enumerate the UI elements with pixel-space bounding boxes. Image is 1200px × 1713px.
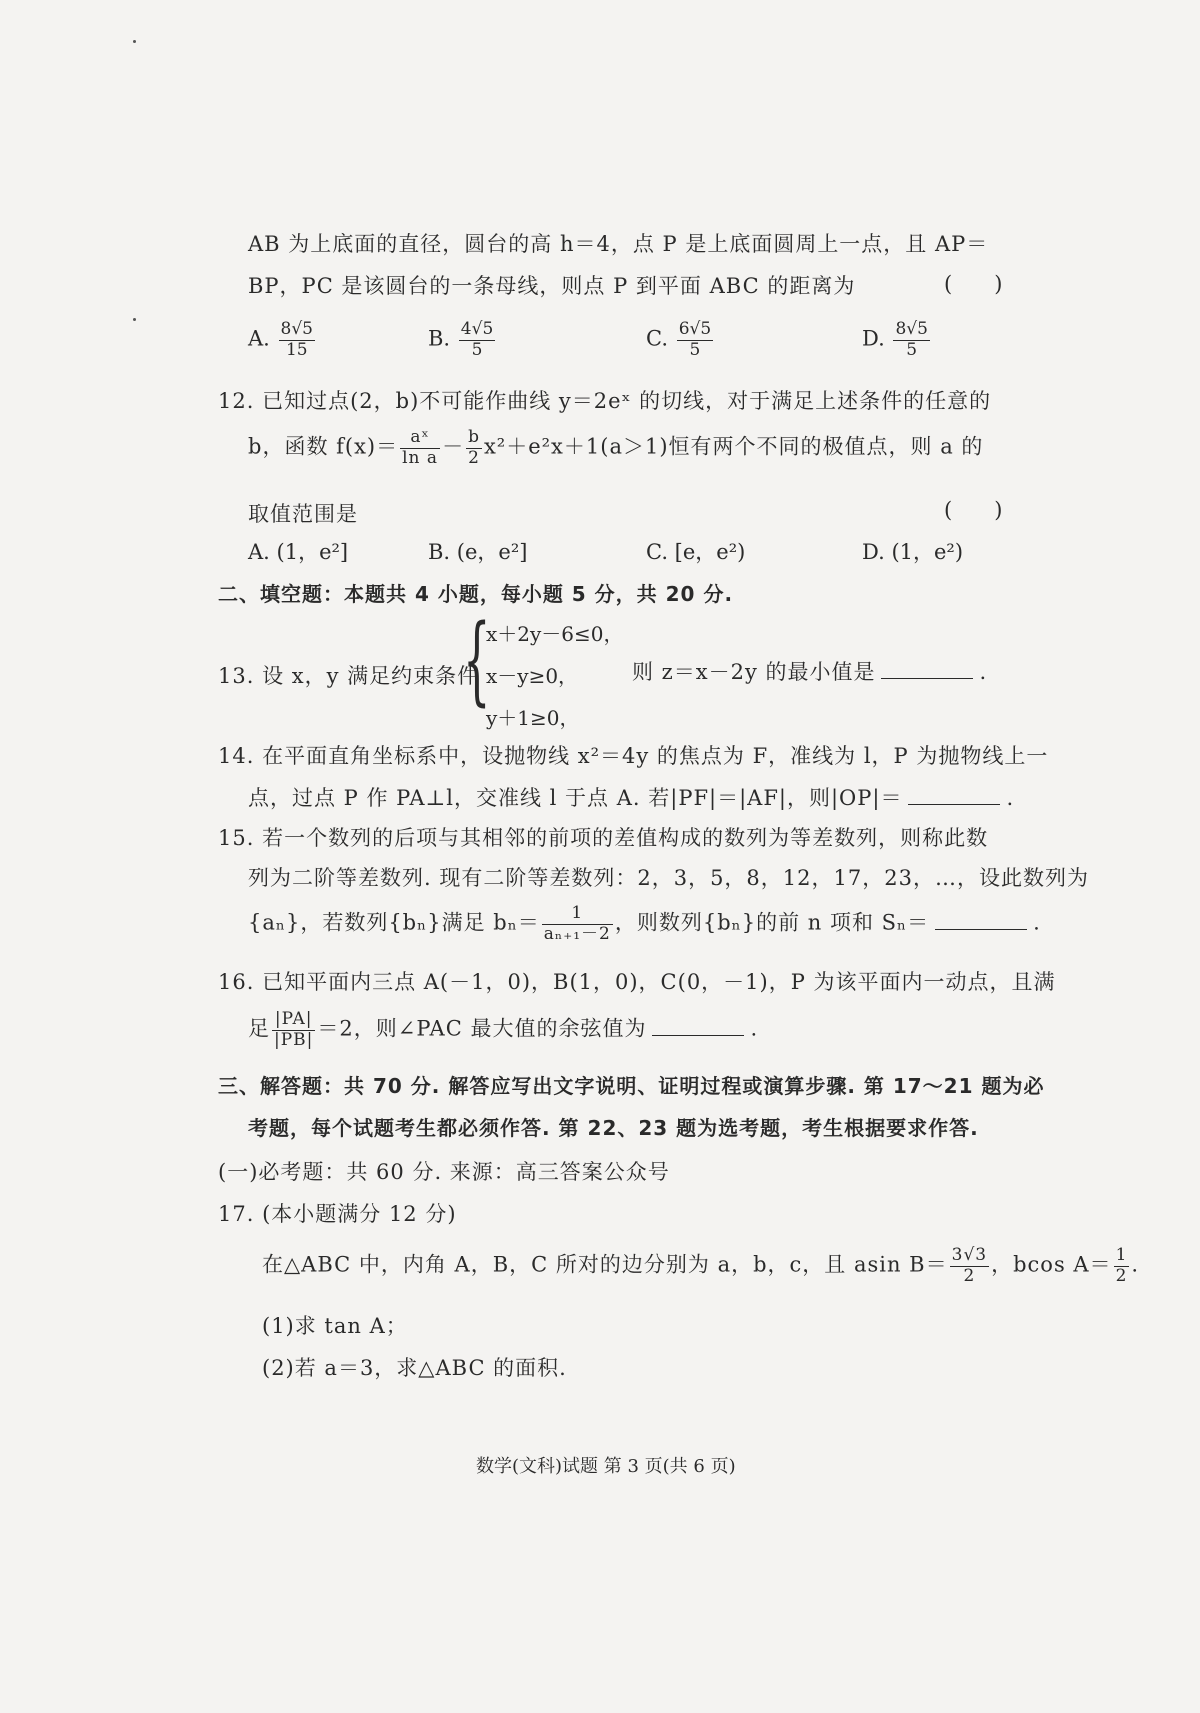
q13-suffix: 则 z＝x－2y 的最小值是 .	[632, 660, 988, 684]
q12-option-c: C. [e，e²)	[646, 540, 746, 564]
q11-line1: AB 为上底面的直径，圆台的高 h＝4，点 P 是上底面圆周上一点，且 AP＝	[248, 232, 989, 256]
q11-option-d: D. $\frac{8√5}{5}$	[862, 319, 928, 360]
part-1-heading: (一)必考题：共 60 分. 来源：高三答案公众号	[218, 1160, 670, 1184]
page-footer: 数学(文科)试题 第 3 页(共 6 页)	[476, 1456, 736, 1477]
q13-constraint-3: y＋1≥0，	[486, 706, 580, 730]
q14-line1: 14. 在平面直角坐标系中，设抛物线 x²＝4y 的焦点为 F，准线为 l，P 为抛物线上一	[218, 744, 1049, 768]
q16-answer-blank	[652, 1034, 744, 1036]
q14-line2: 点，过点 P 作 PA⊥l，交准线 l 于点 A. 若|PF|＝|AF|，则|OP|＝ .	[248, 786, 1015, 810]
q13-constraint-1: x＋2y－6≤0，	[486, 622, 624, 646]
section-3-heading-line2: 考题，每个试题考生都必须作答. 第 22、23 题为选考题，考生根据要求作答.	[248, 1116, 979, 1140]
section-2-heading: 二、填空题：本题共 4 小题，每小题 5 分，共 20 分.	[218, 582, 734, 606]
section-3-heading-line1: 三、解答题：共 70 分. 解答应写出文字说明、证明过程或演算步骤. 第 17～21 题为必	[218, 1074, 1045, 1098]
scan-speck	[133, 318, 136, 321]
q17-header: 17. (本小题满分 12 分)	[218, 1202, 457, 1226]
q13-constraint-2: x－y≥0，	[486, 664, 579, 688]
q15-answer-blank	[935, 928, 1027, 930]
q15-line1: 15. 若一个数列的后项与其相邻的前项的差值构成的数列为等差数列，则称此数	[218, 826, 989, 850]
q13-brace: {	[463, 604, 491, 716]
q13-prefix: 13. 设 x，y 满足约束条件	[218, 664, 480, 688]
q12-option-b: B. (e，e²]	[428, 540, 528, 564]
q16-line1: 16. 已知平面内三点 A(－1，0)，B(1，0)，C(0，－1)，P 为该平面内一动点，且满	[218, 970, 1056, 994]
q12-line3: 取值范围是	[248, 502, 358, 526]
q17-part-2: (2)若 a＝3，求△ABC 的面积.	[262, 1356, 567, 1380]
q12-line1: 12. 已知过点(2，b)不可能作曲线 y＝2eˣ 的切线，对于满足上述条件的任意的	[218, 389, 992, 413]
q12-option-d: D. (1，e²)	[862, 540, 964, 564]
q16-line2: 足 $\frac{|PA|}{|PB|}$ ＝2，则∠PAC 最大值的余弦值为 .	[248, 1009, 759, 1050]
q15-line2: 列为二阶等差数列. 现有二阶等差数列：2，3，5，8，12，17，23，…，设此数列为	[248, 866, 1089, 890]
q12-line2: b，函数 f(x)＝ $\frac{\text{aˣ}}{\text{ln a}}$ － $\frac{b}{2}$ x²＋e²x＋1(a＞1)恒有两个不同的极值点，则 a 的	[248, 427, 984, 468]
q12-answer-paren: ( )	[944, 498, 1003, 522]
q13-answer-blank	[881, 677, 973, 679]
q11-option-a: A. $\frac{8√5}{15}$	[248, 319, 313, 360]
q17-part-1: (1)求 tan A；	[262, 1314, 408, 1338]
q11-option-b: B. $\frac{4√5}{5}$	[428, 319, 494, 360]
q15-line3: {aₙ}，若数列{bₙ}满足 bₙ＝ $\frac{1}{\text{aₙ₊₁－2}}$ ，则数列{bₙ}的前 n 项和 Sₙ＝ .	[248, 903, 1041, 944]
q14-answer-blank	[908, 803, 1000, 805]
scan-speck	[133, 40, 136, 43]
q11-option-c: C. $\frac{6√5}{5}$	[646, 319, 712, 360]
q17-statement: 在△ABC 中，内角 A，B，C 所对的边分别为 a，b，c，且 asin B＝ $\frac{3√3}{2}$ ，bcos A＝ $\frac{1}{2}$ .	[262, 1245, 1140, 1286]
q11-line2: BP，PC 是该圆台的一条母线，则点 P 到平面 ABC 的距离为	[248, 274, 856, 298]
q11-answer-paren: ( )	[944, 272, 1003, 296]
q12-option-a: A. (1，e²]	[248, 540, 349, 564]
